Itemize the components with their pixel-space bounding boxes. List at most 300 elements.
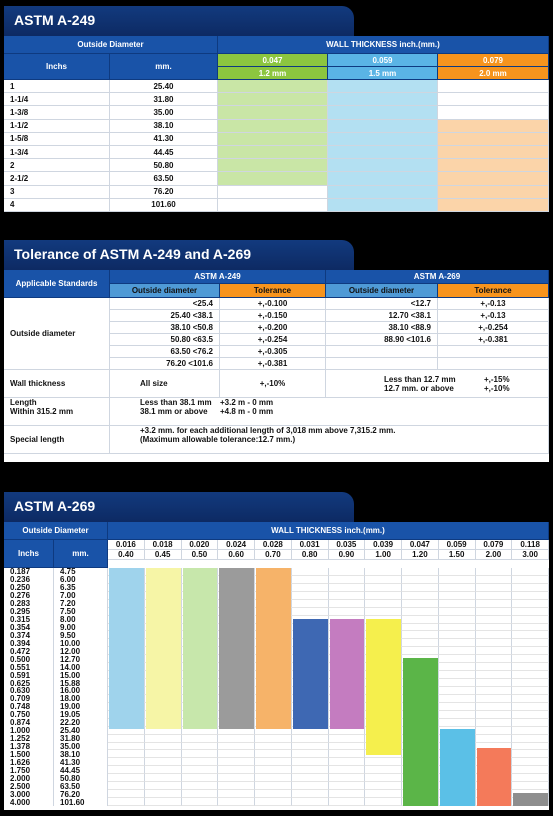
grid-cell bbox=[218, 758, 255, 766]
length-label-line: Length bbox=[10, 398, 37, 407]
availability-cell bbox=[328, 199, 438, 212]
row-mm: 63.50 bbox=[110, 172, 218, 185]
wt-header: WALL THICKNESS inch.(mm.) bbox=[218, 36, 549, 54]
availability-cell bbox=[438, 80, 549, 93]
row-inch: 2 bbox=[4, 159, 110, 172]
row-inch: 4 bbox=[4, 199, 110, 212]
row-inch: 0.625 bbox=[4, 679, 54, 687]
od-header: Outside Diameter bbox=[4, 522, 108, 540]
grid-cell bbox=[476, 711, 513, 719]
grid-cell bbox=[182, 766, 219, 774]
grid-cell bbox=[108, 750, 145, 758]
astm-a249-panel bbox=[4, 6, 549, 212]
sub-tol-b: Tolerance bbox=[438, 284, 549, 298]
grid-cell bbox=[439, 719, 476, 727]
row-mm: 101.60 bbox=[110, 199, 218, 212]
grid-cell bbox=[512, 750, 549, 758]
row-mm: 15.88 bbox=[54, 679, 108, 687]
grid-cell bbox=[476, 624, 513, 632]
grid-cell bbox=[108, 766, 145, 774]
grid-cell bbox=[512, 639, 549, 647]
grid-cell bbox=[145, 758, 182, 766]
od-b-tol: +,-0.13 bbox=[438, 298, 549, 310]
grid-cell bbox=[439, 631, 476, 639]
grid-cell bbox=[476, 631, 513, 639]
od-a-range: 50.80 <63.5 bbox=[110, 334, 220, 346]
grid-cell bbox=[512, 616, 549, 624]
grid-cell bbox=[512, 695, 549, 703]
row-mm: 76.20 bbox=[110, 186, 218, 199]
grid-cell bbox=[402, 584, 439, 592]
grid-cell bbox=[365, 576, 402, 584]
grid-cell bbox=[512, 743, 549, 751]
row-mm: 101.60 bbox=[54, 798, 108, 806]
grid-cell bbox=[182, 798, 219, 806]
row-inch: 0.709 bbox=[4, 695, 54, 703]
availability-cell bbox=[438, 186, 549, 199]
grid-cell bbox=[365, 568, 402, 576]
grid-cell bbox=[476, 576, 513, 584]
availability-cell bbox=[218, 146, 328, 159]
grid-cell bbox=[476, 703, 513, 711]
wt-col-mm: 1.00 bbox=[365, 550, 402, 560]
od-a-range: <25.4 bbox=[110, 298, 220, 310]
row-inch: 0.283 bbox=[4, 600, 54, 608]
row-mm: 41.30 bbox=[54, 758, 108, 766]
grid-cell bbox=[255, 798, 292, 806]
col-mm: mm. bbox=[110, 54, 218, 80]
wt-header: WALL THICKNESS inch.(mm.) bbox=[108, 522, 549, 540]
od-b-range: 12.70 <38.1 bbox=[326, 310, 438, 322]
row-mm: 7.20 bbox=[54, 600, 108, 608]
grid-cell bbox=[476, 592, 513, 600]
grid-cell bbox=[218, 743, 255, 751]
grid-cell bbox=[182, 743, 219, 751]
availability-cell bbox=[218, 159, 328, 172]
grid-cell bbox=[292, 600, 329, 608]
row-inch: 0.551 bbox=[4, 663, 54, 671]
availability-cell bbox=[218, 120, 328, 133]
grid-cell bbox=[218, 735, 255, 743]
grid-cell bbox=[402, 600, 439, 608]
availability-cell bbox=[328, 159, 438, 172]
astm-a269-table bbox=[4, 522, 549, 810]
wt-col-inch: 0.039 bbox=[365, 540, 402, 550]
grid-cell bbox=[292, 584, 329, 592]
wt-col-inch: 0.079 bbox=[438, 54, 549, 67]
availability-cell bbox=[328, 93, 438, 106]
grid-cell bbox=[402, 592, 439, 600]
grid-cell bbox=[218, 798, 255, 806]
grid-cell bbox=[108, 790, 145, 798]
grid-cell bbox=[439, 608, 476, 616]
astm-a249-table bbox=[4, 36, 549, 212]
grid-cell bbox=[182, 782, 219, 790]
grid-cell bbox=[512, 703, 549, 711]
od-b-range: 38.10 <88.9 bbox=[326, 322, 438, 334]
row-mm: 9.50 bbox=[54, 631, 108, 639]
length-tol: +4.8 m - 0 mm bbox=[220, 407, 274, 416]
wt-col-inch: 0.024 bbox=[218, 540, 255, 550]
od-a-tol: +,-0.100 bbox=[220, 298, 326, 310]
grid-cell bbox=[439, 639, 476, 647]
wt-col-inch: 0.047 bbox=[402, 540, 439, 550]
grid-cell bbox=[329, 790, 366, 798]
wt-col-mm: 0.60 bbox=[218, 550, 255, 560]
wt-col-inch: 0.059 bbox=[439, 540, 476, 550]
row-inch: 0.748 bbox=[4, 703, 54, 711]
od-a-range: 38.10 <50.8 bbox=[110, 322, 220, 334]
wall-b-tol: +,-15% bbox=[484, 374, 510, 384]
grid-cell bbox=[439, 647, 476, 655]
availability-cell bbox=[328, 80, 438, 93]
grid-cell bbox=[512, 719, 549, 727]
std-a269: ASTM A-269 bbox=[326, 270, 549, 284]
grid-cell bbox=[512, 600, 549, 608]
availability-cell bbox=[438, 199, 549, 212]
row-mm: 22.20 bbox=[54, 719, 108, 727]
length-line bbox=[140, 398, 273, 407]
grid-cell bbox=[439, 568, 476, 576]
astm-a249-title: ASTM A-249 bbox=[4, 6, 354, 36]
grid-cell bbox=[292, 774, 329, 782]
row-mm: 50.80 bbox=[110, 159, 218, 172]
row-mm: 6.00 bbox=[54, 576, 108, 584]
row-mm: 38.10 bbox=[54, 750, 108, 758]
grid-cell bbox=[439, 584, 476, 592]
row-inch: 0.500 bbox=[4, 655, 54, 663]
row-inch: 0.591 bbox=[4, 671, 54, 679]
wt-col-mm: 2.00 bbox=[476, 550, 513, 560]
availability-cell bbox=[218, 93, 328, 106]
availability-bar bbox=[293, 619, 328, 728]
grid-cell bbox=[218, 766, 255, 774]
row-mm: 18.00 bbox=[54, 695, 108, 703]
grid-cell bbox=[512, 647, 549, 655]
grid-cell bbox=[365, 790, 402, 798]
grid-cell bbox=[292, 758, 329, 766]
grid-cell bbox=[108, 735, 145, 743]
grid-cell bbox=[108, 774, 145, 782]
grid-cell bbox=[255, 743, 292, 751]
od-a-tol: +,-0.254 bbox=[220, 334, 326, 346]
grid-cell bbox=[476, 647, 513, 655]
grid-cell bbox=[329, 568, 366, 576]
grid-cell bbox=[512, 624, 549, 632]
wt-col-mm: 3.00 bbox=[512, 550, 549, 560]
row-inch: 1.000 bbox=[4, 727, 54, 735]
row-mm: 7.00 bbox=[54, 592, 108, 600]
wt-col-inch: 0.028 bbox=[255, 540, 292, 550]
astm-a269-panel bbox=[4, 492, 549, 810]
grid-cell bbox=[476, 679, 513, 687]
od-a-tol: +,-0.305 bbox=[220, 346, 326, 358]
row-inch: 1 bbox=[4, 80, 110, 93]
grid-cell bbox=[512, 608, 549, 616]
availability-cell bbox=[438, 146, 549, 159]
grid-cell bbox=[439, 655, 476, 663]
row-inch: 0.236 bbox=[4, 576, 54, 584]
od-a-tol: +,-0.150 bbox=[220, 310, 326, 322]
availability-cell bbox=[218, 199, 328, 212]
row-mm: 50.80 bbox=[54, 774, 108, 782]
grid-cell bbox=[439, 711, 476, 719]
row-inch: 3 bbox=[4, 186, 110, 199]
row-mm: 25.40 bbox=[110, 80, 218, 93]
grid-cell bbox=[108, 782, 145, 790]
availability-cell bbox=[438, 159, 549, 172]
length-tol: +3.2 m - 0 mm bbox=[220, 398, 274, 407]
grid-cell bbox=[329, 743, 366, 751]
row-mm: 31.80 bbox=[54, 735, 108, 743]
grid-cell bbox=[329, 758, 366, 766]
availability-cell bbox=[218, 172, 328, 185]
od-a-tol: +,-0.381 bbox=[220, 358, 326, 370]
availability-bar bbox=[256, 568, 291, 729]
grid-cell bbox=[476, 568, 513, 576]
grid-cell bbox=[439, 671, 476, 679]
grid-cell bbox=[145, 790, 182, 798]
row-inch: 4.000 bbox=[4, 798, 54, 806]
grid-cell bbox=[365, 608, 402, 616]
row-inch: 2-1/2 bbox=[4, 172, 110, 185]
row-inch: 0.295 bbox=[4, 608, 54, 616]
wt-col-mm: 0.80 bbox=[292, 550, 329, 560]
row-mm: 25.40 bbox=[54, 727, 108, 735]
grid-cell bbox=[512, 663, 549, 671]
row-mm: 44.45 bbox=[54, 766, 108, 774]
grid-cell bbox=[329, 735, 366, 743]
grid-cell bbox=[292, 766, 329, 774]
grid-cell bbox=[402, 631, 439, 639]
availability-cell bbox=[328, 172, 438, 185]
grid-cell bbox=[512, 671, 549, 679]
grid-cell bbox=[182, 735, 219, 743]
grid-cell bbox=[145, 743, 182, 751]
row-inch: 0.874 bbox=[4, 719, 54, 727]
grid-cell bbox=[145, 774, 182, 782]
grid-cell bbox=[512, 687, 549, 695]
grid-cell bbox=[292, 592, 329, 600]
grid-cell bbox=[512, 735, 549, 743]
empty-cell bbox=[438, 358, 549, 370]
wt-col-mm: 1.5 mm bbox=[328, 67, 438, 80]
grid-cell bbox=[329, 600, 366, 608]
grid-cell bbox=[439, 663, 476, 671]
grid-cell bbox=[255, 790, 292, 798]
astm-a269-title: ASTM A-269 bbox=[4, 492, 354, 522]
grid-cell bbox=[108, 798, 145, 806]
od-b-range: <12.7 bbox=[326, 298, 438, 310]
empty-cell bbox=[438, 346, 549, 358]
grid-cell bbox=[108, 743, 145, 751]
wt-col-inch: 0.018 bbox=[145, 540, 182, 550]
od-b-tol: +,-0.254 bbox=[438, 322, 549, 334]
row-inch: 0.354 bbox=[4, 624, 54, 632]
wall-a-tol: +,-10% bbox=[220, 370, 326, 398]
grid-cell bbox=[512, 584, 549, 592]
od-a-range: 76.20 <101.6 bbox=[110, 358, 220, 370]
length-size: Less than 38.1 mm bbox=[140, 398, 212, 407]
grid-cell bbox=[365, 774, 402, 782]
row-inch: 0.630 bbox=[4, 687, 54, 695]
od-b-range: 88.90 <101.6 bbox=[326, 334, 438, 346]
availability-bar bbox=[513, 793, 548, 806]
sub-tol-a: Tolerance bbox=[220, 284, 326, 298]
row-inch: 1-1/4 bbox=[4, 93, 110, 106]
grid-cell bbox=[145, 766, 182, 774]
grid-cell bbox=[402, 616, 439, 624]
od-a-tol: +,-0.200 bbox=[220, 322, 326, 334]
availability-cell bbox=[328, 186, 438, 199]
od-a-range: 25.40 <38.1 bbox=[110, 310, 220, 322]
grid-cell bbox=[439, 687, 476, 695]
grid-cell bbox=[439, 679, 476, 687]
grid-cell bbox=[365, 600, 402, 608]
grid-cell bbox=[145, 750, 182, 758]
od-b-tol: +,-0.381 bbox=[438, 334, 549, 346]
row-mm: 63.50 bbox=[54, 782, 108, 790]
wt-col-inch: 0.079 bbox=[476, 540, 513, 550]
wt-col-inch: 0.047 bbox=[218, 54, 328, 67]
availability-cell bbox=[328, 120, 438, 133]
grid-cell bbox=[292, 743, 329, 751]
availability-bar bbox=[440, 729, 475, 806]
length-label bbox=[4, 398, 110, 426]
grid-cell bbox=[329, 608, 366, 616]
row-inch: 1-3/4 bbox=[4, 146, 110, 159]
availability-cell bbox=[328, 133, 438, 146]
row-mm: 38.10 bbox=[110, 120, 218, 133]
grid-cell bbox=[512, 631, 549, 639]
row-inch: 2.500 bbox=[4, 782, 54, 790]
wt-col-inch: 0.016 bbox=[108, 540, 145, 550]
row-mm: 76.20 bbox=[54, 790, 108, 798]
grid-cell bbox=[255, 766, 292, 774]
grid-cell bbox=[476, 600, 513, 608]
row-inch: 0.187 bbox=[4, 568, 54, 576]
row-mm: 44.45 bbox=[110, 146, 218, 159]
grid-cell bbox=[329, 798, 366, 806]
row-mm: 9.00 bbox=[54, 624, 108, 632]
availability-cell bbox=[218, 133, 328, 146]
special-line: +3.2 mm. for each additional length of 3,018 mm above 7,315.2 mm. bbox=[140, 426, 396, 435]
wt-col-mm: 0.40 bbox=[108, 550, 145, 560]
grid-cell bbox=[365, 766, 402, 774]
grid-cell bbox=[292, 568, 329, 576]
tolerance-table bbox=[4, 270, 549, 462]
grid-cell bbox=[292, 782, 329, 790]
grid-cell bbox=[439, 695, 476, 703]
grid-cell bbox=[439, 592, 476, 600]
availability-cell bbox=[438, 172, 549, 185]
grid-cell bbox=[476, 695, 513, 703]
wt-col-mm: 0.90 bbox=[329, 550, 366, 560]
grid-cell bbox=[218, 790, 255, 798]
wall-label: Wall thickness bbox=[4, 370, 110, 398]
wall-b-line bbox=[384, 375, 548, 384]
grid-cell bbox=[218, 774, 255, 782]
row-mm: 41.30 bbox=[110, 133, 218, 146]
grid-cell bbox=[182, 790, 219, 798]
length-line bbox=[140, 407, 273, 416]
grid-cell bbox=[512, 782, 549, 790]
row-inch: 0.276 bbox=[4, 592, 54, 600]
grid-cell bbox=[512, 711, 549, 719]
grid-cell bbox=[329, 584, 366, 592]
grid-cell bbox=[512, 568, 549, 576]
row-inch: 0.374 bbox=[4, 631, 54, 639]
wall-a-size: All size bbox=[110, 370, 220, 398]
row-mm: 12.00 bbox=[54, 647, 108, 655]
grid-cell bbox=[292, 735, 329, 743]
grid-cell bbox=[255, 750, 292, 758]
wall-b-size: 12.7 mm. or above bbox=[384, 383, 454, 393]
row-inch: 0.315 bbox=[4, 616, 54, 624]
wt-col-mm: 0.50 bbox=[182, 550, 219, 560]
row-mm: 4.75 bbox=[54, 568, 108, 576]
row-inch: 0.750 bbox=[4, 711, 54, 719]
grid-cell bbox=[402, 647, 439, 655]
availability-bar bbox=[146, 568, 181, 729]
grid-cell bbox=[476, 735, 513, 743]
grid-cell bbox=[182, 758, 219, 766]
grid-cell bbox=[402, 568, 439, 576]
availability-cell bbox=[438, 133, 549, 146]
wall-b-tol: +,-10% bbox=[484, 383, 510, 393]
grid-cell bbox=[512, 766, 549, 774]
availability-bar bbox=[366, 619, 401, 754]
wt-col-mm: 0.70 bbox=[255, 550, 292, 560]
row-mm: 10.00 bbox=[54, 639, 108, 647]
availability-cell bbox=[328, 106, 438, 119]
grid-cell bbox=[329, 576, 366, 584]
grid-cell bbox=[365, 592, 402, 600]
grid-cell bbox=[512, 679, 549, 687]
wt-col-mm: 1.50 bbox=[439, 550, 476, 560]
row-inch: 0.250 bbox=[4, 584, 54, 592]
row-inch: 1.626 bbox=[4, 758, 54, 766]
grid-cell bbox=[512, 758, 549, 766]
grid-cell bbox=[439, 576, 476, 584]
grid-cell bbox=[255, 782, 292, 790]
length-label-line: Within 315.2 mm bbox=[10, 407, 74, 416]
availability-cell bbox=[438, 93, 549, 106]
grid-cell bbox=[365, 782, 402, 790]
row-inch: 1.750 bbox=[4, 766, 54, 774]
grid-cell bbox=[439, 600, 476, 608]
grid-cell bbox=[292, 750, 329, 758]
grid-cell bbox=[218, 750, 255, 758]
wt-col-inch: 0.031 bbox=[292, 540, 329, 550]
grid-cell bbox=[329, 766, 366, 774]
availability-cell bbox=[438, 120, 549, 133]
grid-cell bbox=[476, 639, 513, 647]
wt-col-mm: 0.45 bbox=[145, 550, 182, 560]
row-inch: 1.378 bbox=[4, 743, 54, 751]
empty-cell bbox=[326, 358, 438, 370]
grid-cell bbox=[512, 727, 549, 735]
special-line: (Maximum allowable tolerance:12.7 mm.) bbox=[140, 435, 296, 444]
grid-cell bbox=[329, 774, 366, 782]
row-mm: 14.00 bbox=[54, 663, 108, 671]
applicable-standards: Applicable Standards bbox=[4, 270, 110, 298]
grid-cell bbox=[402, 576, 439, 584]
grid-cell bbox=[476, 719, 513, 727]
row-mm: 31.80 bbox=[110, 93, 218, 106]
grid-cell bbox=[329, 782, 366, 790]
grid-cell bbox=[476, 584, 513, 592]
